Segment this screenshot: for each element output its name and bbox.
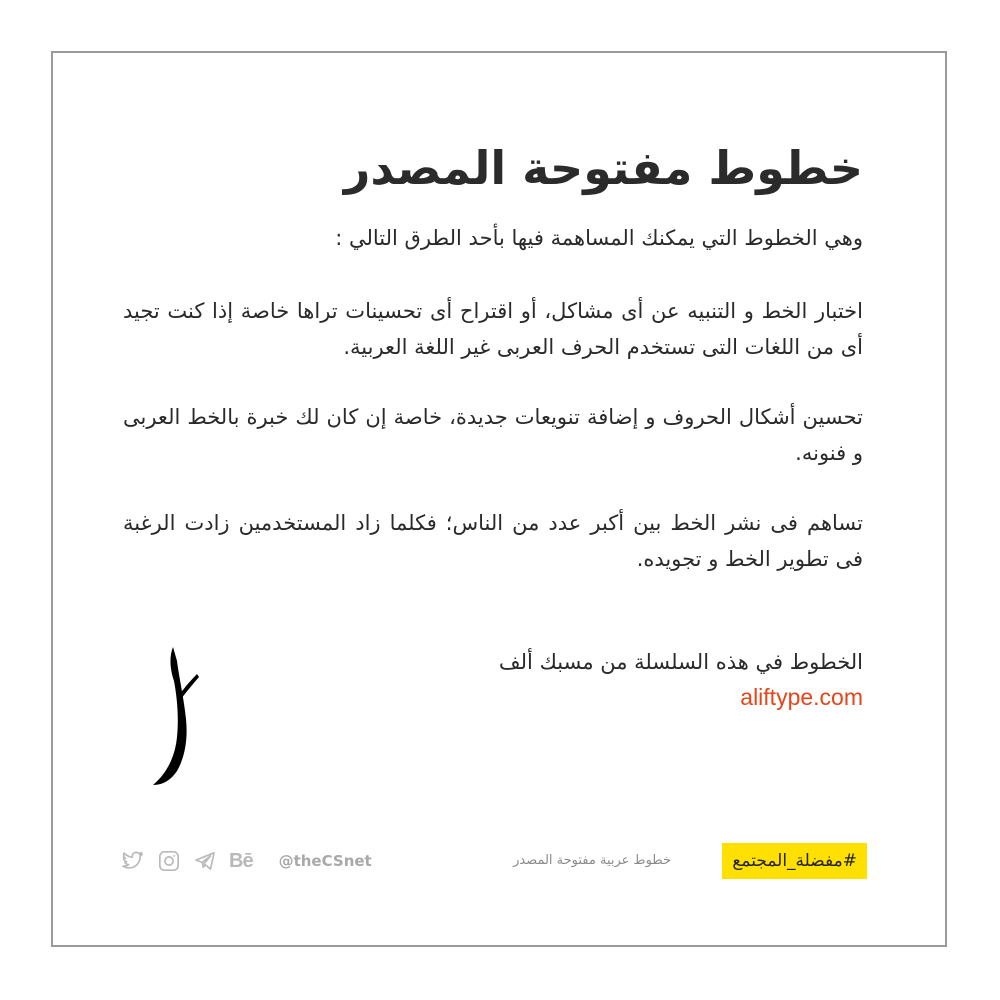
footer xyxy=(121,843,867,879)
footer-tagline: خطوط عربية مفتوحة المصدر xyxy=(513,853,671,868)
post-card xyxy=(51,51,947,947)
instagram-icon[interactable] xyxy=(157,849,181,873)
telegram-icon[interactable] xyxy=(193,849,217,873)
twitter-icon[interactable] xyxy=(121,849,145,873)
hashtag-badge[interactable]: #مفضلة_المجتمع xyxy=(722,843,867,879)
post-content xyxy=(123,133,863,715)
foundry-link[interactable]: aliftype.com xyxy=(740,684,863,710)
alif-calligraphy-icon xyxy=(139,647,219,797)
page-title: خطوط مفتوحة المصدر xyxy=(343,141,863,195)
paragraph-spreading: تساهم فى نشر الخط بين أكبر عدد من الناس؛ فكلما زاد المستخدمين زادت الرغبة فى تطوير الخط و تجويده. xyxy=(123,511,863,571)
paragraph-improving: تحسين أشكال الحروف و إضافة تنويعات جديدة، خاصة إن كان لك خبرة بالخط العربى و فنونه. xyxy=(123,405,863,465)
intro-text: وهي الخطوط التي يمكنك المساهمة فيها بأحد الطرق التالي : xyxy=(335,226,863,250)
behance-icon[interactable]: Bē xyxy=(229,849,253,872)
paragraph-testing: اختبار الخط و التنبيه عن أى مشاكل، أو اقتراح أى تحسينات تراها خاصة إذا كنت تجيد أى من اللغات التى تستخدم الحرف العربى غير اللغة العربية. xyxy=(123,299,863,359)
social-links xyxy=(121,843,372,879)
credit-text: الخطوط في هذه السلسلة من مسبك ألف xyxy=(498,650,863,674)
social-handle[interactable]: @theCSnet xyxy=(278,852,372,870)
